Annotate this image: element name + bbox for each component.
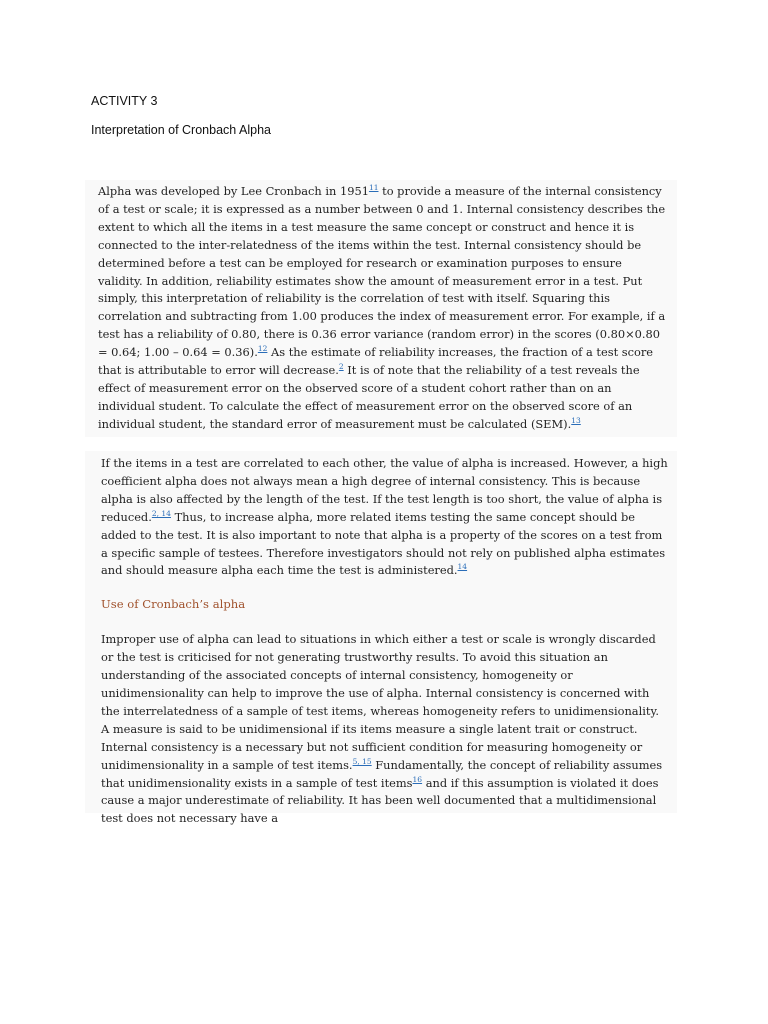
activity-title: ACTIVITY 3 xyxy=(91,94,158,108)
section-heading-use-of-alpha: Use of Cronbach’s alpha xyxy=(101,597,246,612)
citation-link-5-15[interactable]: 5, 15 xyxy=(352,756,372,766)
excerpt-image-top xyxy=(85,180,677,437)
paragraph-alpha-usage: Improper use of alpha can lead to situations in which either a test or scale is wrongly discarded or the test is criticised for not generating trustworthy results. To avoid this situation an understanding of the associated concepts of internal consistency, homogeneity or unidimensionality can help to improve the use of alpha. Internal consistency is concerned with the interrelatedness of a sample of test items, whereas homogeneity refers to unidimensionality. A measure is said to be unidimensional if its items measure a single latent trait or construct. Internal consistency is a necessary but not sufficient condition for measuring homogeneity or unidimensionality in a sample of test items.$^{5, 15}$ Fundamentally, the concept of reliability assumes that unidimensionality exists in a sample of test items$^{16}$ and if this assumption is violated it does cause a major underestimate of reliability. It has been well documented that a multidimensional test does not necessary have a xyxy=(101,632,663,826)
paragraph-alpha-correlation: If the items in a test are correlated to each other, the value of alpha is increased. However, a high coefficient alpha does not always mean a high degree of internal consistency. This is because alpha is also affected by the length of the test. If the test length is too short, the value of alpha is reduced.$^{2, 14}$ Thus, to increase alpha, more related items testing the same concept should be added to the test. It is also important to note that alpha is a property of the scores on a test from a specific sample of testees. Therefore investigators should not rely on published alpha estimates and should measure alpha each time the test is administered.$^{14}$ xyxy=(101,456,668,578)
citation-link-2[interactable]: 2 xyxy=(338,362,344,372)
citation-link-11[interactable]: 11 xyxy=(368,183,379,192)
paragraph-alpha-history: Alpha was developed by Lee Cronbach in 1951$^{11}$ to provide a measure of the internal consistency of a test or scale; it is expressed as a number between 0 and 1. Internal consistency describes the extent to which all the items in a test measure the same concept or construct and hence it is connected to the inter-relatedness of the items within the test. Internal consistency should be determined before a test can be employed for research or examination purposes to ensure validity. In addition, reliability estimates show the amount of measurement error in a test. Put simply, this interpretation of reliability is the correlation of test with itself. Squaring this correlation and subtracting from 1.00 produces the index of measurement error. For example, if a test has a reliability of 0.80, there is 0.36 error variance (random error) in the scores (0.80×0.80 = 0.64; 1.00 – 0.64 = 0.36).$^{12}$ As the estimate of reliability increases, the fraction of a test score that is attributable to error will decrease.$^2$ It is of note that the reliability of a test reveals the effect of measurement error on the observed score of a student cohort rather than on an individual student. To calculate the effect of measurement error on the observed score of an individual student, the standard error of measurement must be calculated (SEM).$^{13}$ xyxy=(98,183,666,431)
citation-link-2-14[interactable]: 2, 14 xyxy=(151,508,171,518)
citation-link-13[interactable]: 13 xyxy=(571,415,581,425)
citation-link-12[interactable]: 12 xyxy=(257,344,268,354)
citation-link-14[interactable]: 14 xyxy=(457,562,468,572)
excerpt-image-bottom xyxy=(85,451,677,826)
activity-subtitle: Interpretation of Cronbach Alpha xyxy=(91,123,271,137)
citation-link-16[interactable]: 16 xyxy=(412,774,423,784)
